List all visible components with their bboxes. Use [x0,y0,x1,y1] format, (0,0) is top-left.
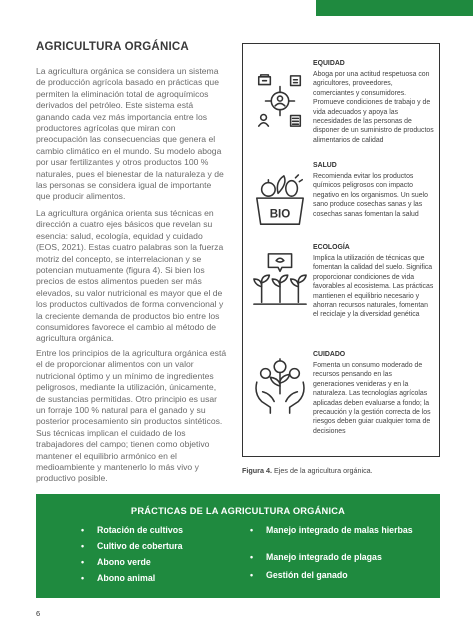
hands-plant-icon [251,357,309,415]
axis-text-equidad: Aboga por una actitud respetuosa con agricultores, proveedores, comerciantes y consumidores. Promueve condiciones de trabajo y de vida adecuados y apoya las necesidades de las personas de disponer de un suministro de productos alimentarios de calidad [313,71,434,144]
axis-title-equidad: EQUIDAD [313,60,345,67]
practice-item: • Rotación de cultivos [81,525,251,536]
figure-panel [242,43,440,457]
bio-badge: BIO [269,207,291,221]
practice-item: • Manejo integrado de plagas [250,552,430,563]
paragraph-principles: Entre los principios de la agricultura orgánica está el de proporcionar alimentos con un valor nutricional óptimo y un mínimo de ingredientes peligrosos, mediante la utilización, únicamente, de sustancias permitidas. Otro principio es usar un forraje 100 % natural para el ganado y su posterior procesamiento sin productos sintéticos. Sus técnicas implican el cuidado de los trabajadores del campo; tienen como objetivo mantener el equilibrio armónico en el medioambiente y mantenerlo lo más vivo y productivo posible. [36,348,227,484]
header-accent-bar [316,0,473,16]
practice-item: • Manejo integrado de malas hierbas [250,525,430,536]
practice-item: • Gestión del ganado [250,570,430,581]
page-number: 6 [36,609,41,618]
practice-item: • Abono animal [81,573,251,584]
practice-item: • Abono verde [81,557,251,568]
axis-title-salud: SALUD [313,162,337,169]
paragraph-intro: La agricultura orgánica se considera un sistema de producción agrícola basado en prácticas que permiten la eliminación total de agroquímicos derivados del petróleo. Este sistema está ganando cada vez más importancia entre los productores agrícolas que miran con preocupación las consecuencias que genera el cambio climático en el mundo. Su modelo aboga por usar fertilizantes y otros productos 100 % naturales, pues el bienestar de la naturaleza y de las personas se considera igual de importante que producir alimentos. [36,66,224,202]
section-title: AGRICULTURA ORGÁNICA [36,41,189,53]
caption-label: Figura 4. [242,466,272,475]
bio-basket-icon [251,172,309,230]
practices-box [36,494,440,598]
people-network-icon [251,72,309,130]
caption-text: Ejes de la agricultura orgánica. [273,466,373,475]
axis-text-cuidado: Fomenta un consumo moderado de recursos pensando en las generaciones venideras y en la naturaleza. Las tecnologías agrícolas aplicadas deben evaluarse a fondo; la precaución y la gestión correcta de los riesgos deben guiar cualquier toma de decisiones [313,362,431,435]
paragraph-axes: La agricultura orgánica orienta sus técnicas en dirección a cuatro ejes básicos que revelan su esencia: salud, ecología, equidad y cuidado (EOS, 2021). Estas cuatro palabras son la fuerza motriz del concepto, se interrelacionan y se potencian mutuamente (figura 4). Si bien los precios de estos alimentos pueden ser más elevados, su valor nutricional es mayor que el de los productos cultivados de forma convencional y la creciente demanda de productos bio entre los consumidores favorece el cambio al método de agricultura orgánica. [36,208,224,344]
axis-text-ecologia: Implica la utilización de técnicas que fomentan la calidad del suelo. Significa proporcionar condiciones de vida favorables al ecosistema. Las prácticas mantienen el equilibrio necesario y ahorran recursos naturales, fomentan el reciclaje y la diversidad genética [313,255,434,319]
practices-title: PRÁCTICAS DE LA AGRICULTURA ORGÁNICA [130,506,346,516]
seedlings-icon [251,250,309,308]
axis-title-ecologia: ECOLOGÍA [313,244,350,251]
figure-caption [242,466,373,475]
axis-text-salud: Recomienda evitar los productos químicos peligrosos con impacto negativo en los organismos. Un suelo sano produce cosechas sanas y las cosechas sanas fomentan la salud [313,173,428,218]
practice-item: • Cultivo de cobertura [81,541,251,552]
axis-title-cuidado: CUIDADO [313,351,346,358]
